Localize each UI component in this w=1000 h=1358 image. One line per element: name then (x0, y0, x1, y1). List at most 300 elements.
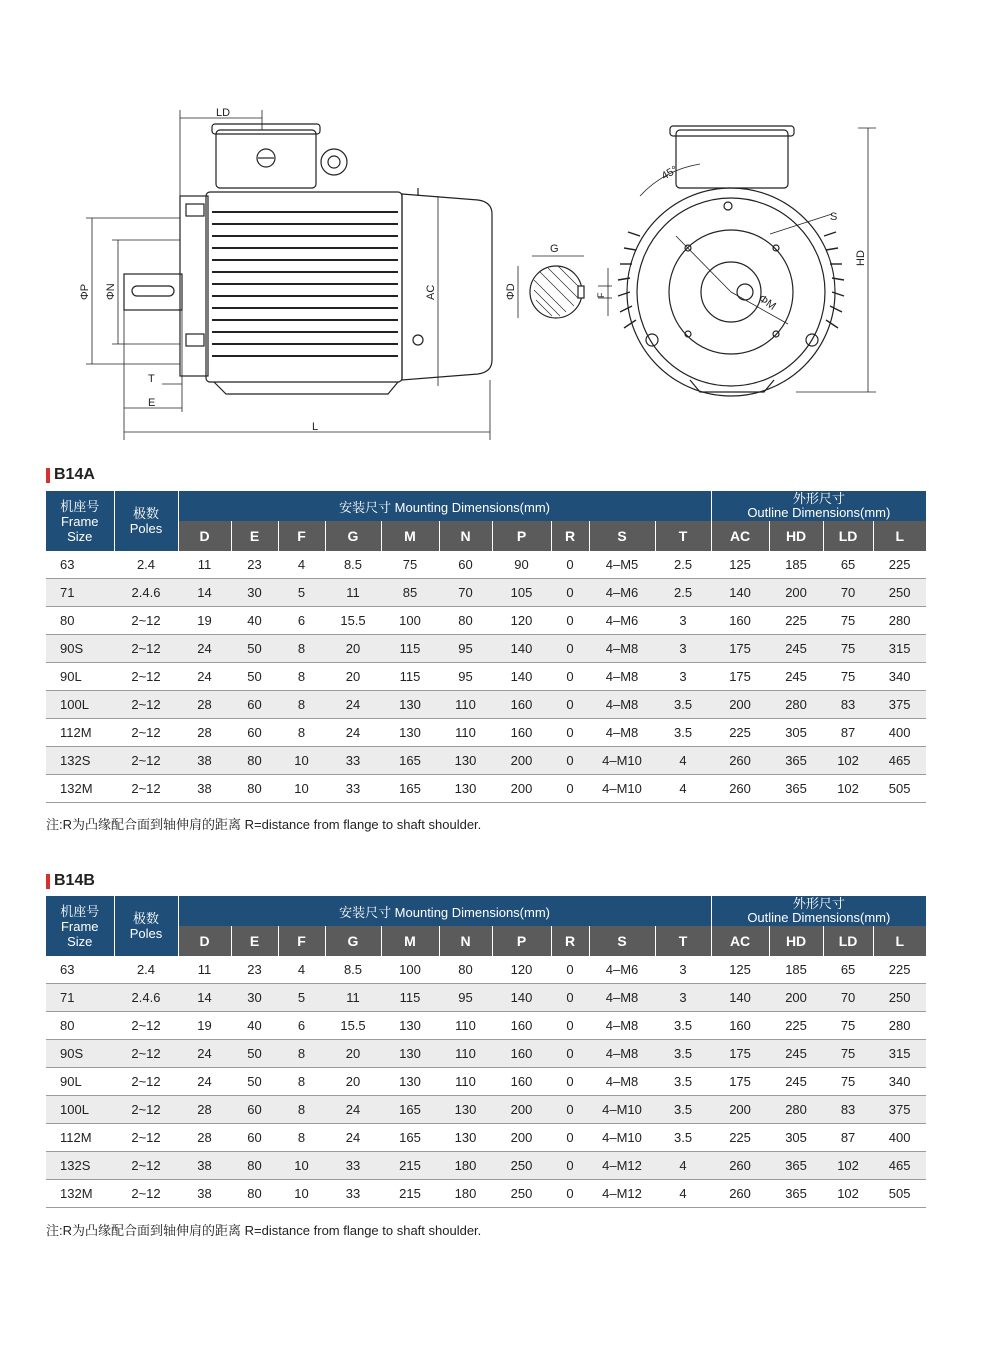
cell-n: 110 (439, 1040, 492, 1068)
cell-e: 50 (231, 663, 278, 691)
cell-hd: 225 (769, 607, 823, 635)
cell-l: 505 (873, 1180, 926, 1208)
table-row (46, 691, 926, 719)
cell-hd: 245 (769, 1068, 823, 1096)
cell-n: 80 (439, 956, 492, 984)
cell-e: 50 (231, 1068, 278, 1096)
end-view (618, 126, 876, 396)
dim-label-s: S (830, 211, 838, 223)
dim-label-hd: HD (855, 250, 867, 266)
dim-label-e: E (148, 397, 156, 409)
header-outline-en: Outline Dimensions(mm) (747, 505, 891, 520)
dim-label-l: L (312, 421, 319, 433)
cell-ac: 160 (711, 1012, 769, 1040)
cell-t: 3.5 (655, 719, 711, 747)
cell-e: 23 (231, 551, 278, 579)
cell-d: 11 (178, 956, 231, 984)
header-poles-en: Poles (129, 521, 163, 536)
cell-hd: 200 (769, 579, 823, 607)
cell-t: 3 (655, 956, 711, 984)
section-title-text: B14B (54, 872, 95, 889)
cell-l: 465 (873, 747, 926, 775)
cell-ac: 200 (711, 1096, 769, 1124)
col-s: S (589, 521, 655, 551)
cell-e: 40 (231, 1012, 278, 1040)
cell-poles: 2~12 (114, 607, 178, 635)
cell-r: 0 (551, 1180, 589, 1208)
cell-n: 130 (439, 1096, 492, 1124)
cell-n: 130 (439, 747, 492, 775)
dim-label-phi-n: ΦN (105, 283, 117, 300)
table-body (46, 956, 926, 1208)
col-t: T (655, 521, 711, 551)
cell-t: 4 (655, 775, 711, 803)
cell-hd: 245 (769, 663, 823, 691)
cell-r: 0 (551, 635, 589, 663)
cell-ac: 260 (711, 1180, 769, 1208)
col-ld: LD (823, 521, 873, 551)
cell-frame-size: 100L (46, 691, 114, 719)
cell-f: 10 (278, 775, 325, 803)
cell-e: 30 (231, 984, 278, 1012)
cell-m: 115 (381, 635, 439, 663)
cell-p: 105 (492, 579, 551, 607)
cell-d: 28 (178, 1096, 231, 1124)
cell-p: 160 (492, 719, 551, 747)
cell-p: 250 (492, 1180, 551, 1208)
cell-poles: 2~12 (114, 719, 178, 747)
dim-label-g: G (550, 243, 559, 255)
header-poles-cn: 极数 (132, 911, 159, 926)
cell-poles: 2.4.6 (114, 984, 178, 1012)
col-n: N (439, 926, 492, 956)
table-row (46, 1040, 926, 1068)
cell-n: 110 (439, 719, 492, 747)
cell-p: 140 (492, 984, 551, 1012)
cell-e: 50 (231, 1040, 278, 1068)
cell-g: 33 (325, 1180, 381, 1208)
cell-poles: 2.4 (114, 956, 178, 984)
cell-r: 0 (551, 1152, 589, 1180)
cell-s: 4–M6 (589, 579, 655, 607)
cell-g: 8.5 (325, 956, 381, 984)
cell-poles: 2~12 (114, 1096, 178, 1124)
header-mounting-dimensions: 安装尺寸 Mounting Dimensions(mm) (178, 896, 711, 926)
cell-l: 280 (873, 607, 926, 635)
title-accent-bar (46, 874, 50, 889)
cell-p: 200 (492, 775, 551, 803)
cell-l: 315 (873, 1040, 926, 1068)
dim-label-t: T (148, 373, 155, 385)
cell-d: 24 (178, 1040, 231, 1068)
cell-ac: 260 (711, 747, 769, 775)
cell-frame-size: 71 (46, 579, 114, 607)
cell-ac: 175 (711, 663, 769, 691)
dim-label-angle: 45° (659, 163, 680, 183)
cell-d: 28 (178, 1124, 231, 1152)
cell-ac: 260 (711, 1152, 769, 1180)
cell-m: 165 (381, 1124, 439, 1152)
cell-g: 24 (325, 691, 381, 719)
cell-p: 140 (492, 635, 551, 663)
cell-ac: 225 (711, 1124, 769, 1152)
cell-s: 4–M10 (589, 1096, 655, 1124)
cell-d: 19 (178, 1012, 231, 1040)
title-accent-bar (46, 468, 50, 483)
cell-ac: 200 (711, 691, 769, 719)
cell-t: 3.5 (655, 1096, 711, 1124)
cell-n: 130 (439, 775, 492, 803)
cell-hd: 245 (769, 635, 823, 663)
header-frame-en2: Size (67, 528, 93, 544)
header-poles (114, 491, 178, 551)
header-outline-dimensions (711, 491, 926, 521)
cell-t: 4 (655, 1152, 711, 1180)
cell-e: 80 (231, 747, 278, 775)
cell-d: 28 (178, 691, 231, 719)
cell-t: 3.5 (655, 1124, 711, 1152)
cell-t: 2.5 (655, 579, 711, 607)
cell-frame-size: 90L (46, 663, 114, 691)
cell-m: 165 (381, 775, 439, 803)
header-outline-cn: 外形尺寸 (792, 491, 845, 506)
cell-r: 0 (551, 1040, 589, 1068)
cell-r: 0 (551, 1096, 589, 1124)
cell-s: 4–M8 (589, 1040, 655, 1068)
cell-g: 24 (325, 719, 381, 747)
cell-m: 165 (381, 747, 439, 775)
cell-g: 33 (325, 747, 381, 775)
cell-m: 75 (381, 551, 439, 579)
cell-n: 80 (439, 607, 492, 635)
dim-label-f: F (596, 292, 606, 298)
table-row (46, 1180, 926, 1208)
table-row (46, 607, 926, 635)
cell-n: 60 (439, 551, 492, 579)
cell-ld: 102 (823, 1180, 873, 1208)
cell-ac: 140 (711, 984, 769, 1012)
cell-frame-size: 90S (46, 635, 114, 663)
cell-poles: 2~12 (114, 747, 178, 775)
header-outline-en: Outline Dimensions(mm) (747, 910, 891, 925)
cell-r: 0 (551, 956, 589, 984)
cell-ac: 225 (711, 719, 769, 747)
cell-ld: 75 (823, 607, 873, 635)
cell-ac: 125 (711, 956, 769, 984)
cell-poles: 2~12 (114, 1040, 178, 1068)
cell-ld: 83 (823, 691, 873, 719)
cell-t: 3 (655, 607, 711, 635)
section-title-b14b (46, 872, 95, 890)
table-row (46, 1152, 926, 1180)
cell-n: 110 (439, 1012, 492, 1040)
cell-frame-size: 112M (46, 719, 114, 747)
dimension-table-b14b (46, 896, 926, 1208)
cell-g: 11 (325, 984, 381, 1012)
cell-d: 38 (178, 747, 231, 775)
cell-g: 33 (325, 1152, 381, 1180)
cell-g: 15.5 (325, 607, 381, 635)
cell-s: 4–M8 (589, 719, 655, 747)
cell-r: 0 (551, 984, 589, 1012)
cell-ld: 87 (823, 719, 873, 747)
col-d: D (178, 521, 231, 551)
cell-hd: 185 (769, 551, 823, 579)
section-title-text: B14A (54, 466, 95, 483)
cell-p: 160 (492, 691, 551, 719)
cell-e: 60 (231, 691, 278, 719)
col-g: G (325, 521, 381, 551)
cell-m: 100 (381, 956, 439, 984)
cell-l: 400 (873, 719, 926, 747)
cell-frame-size: 132S (46, 1152, 114, 1180)
cell-d: 24 (178, 663, 231, 691)
cell-e: 30 (231, 579, 278, 607)
cell-l: 375 (873, 691, 926, 719)
cell-g: 20 (325, 1068, 381, 1096)
cell-f: 4 (278, 551, 325, 579)
cell-hd: 185 (769, 956, 823, 984)
cell-s: 4–M10 (589, 747, 655, 775)
cell-f: 8 (278, 1124, 325, 1152)
cell-ld: 83 (823, 1096, 873, 1124)
header-frame-en1: Frame (60, 513, 99, 529)
cell-r: 0 (551, 1012, 589, 1040)
cell-hd: 225 (769, 1012, 823, 1040)
cell-f: 8 (278, 663, 325, 691)
cell-f: 10 (278, 1152, 325, 1180)
cell-t: 2.5 (655, 551, 711, 579)
cell-poles: 2~12 (114, 635, 178, 663)
cell-hd: 365 (769, 775, 823, 803)
table-row (46, 663, 926, 691)
cell-p: 140 (492, 663, 551, 691)
cell-r: 0 (551, 747, 589, 775)
cell-n: 110 (439, 1068, 492, 1096)
table-note-b14b: 注:R为凸缘配合面到轴伸肩的距离 R=distance from flange to shaft shoulder. (46, 1223, 482, 1238)
cell-l: 225 (873, 551, 926, 579)
cell-d: 14 (178, 984, 231, 1012)
cell-p: 200 (492, 747, 551, 775)
cell-n: 130 (439, 1124, 492, 1152)
cell-e: 80 (231, 775, 278, 803)
cell-g: 20 (325, 1040, 381, 1068)
cell-s: 4–M8 (589, 1012, 655, 1040)
col-n: N (439, 521, 492, 551)
cell-frame-size: 132M (46, 1180, 114, 1208)
cell-l: 340 (873, 663, 926, 691)
cell-r: 0 (551, 691, 589, 719)
header-frame-en2: Size (67, 933, 93, 949)
cell-m: 130 (381, 1012, 439, 1040)
cell-r: 0 (551, 775, 589, 803)
cell-ld: 75 (823, 635, 873, 663)
cell-ac: 160 (711, 607, 769, 635)
cell-m: 100 (381, 607, 439, 635)
cell-g: 15.5 (325, 1012, 381, 1040)
cell-ac: 260 (711, 775, 769, 803)
cell-t: 4 (655, 1180, 711, 1208)
cell-l: 280 (873, 1012, 926, 1040)
cell-hd: 280 (769, 691, 823, 719)
cell-n: 95 (439, 984, 492, 1012)
cell-p: 200 (492, 1124, 551, 1152)
cell-d: 24 (178, 1068, 231, 1096)
cell-f: 4 (278, 956, 325, 984)
cell-frame-size: 63 (46, 956, 114, 984)
cell-e: 50 (231, 635, 278, 663)
cell-t: 3 (655, 635, 711, 663)
cell-r: 0 (551, 1068, 589, 1096)
col-e: E (231, 521, 278, 551)
cell-s: 4–M8 (589, 691, 655, 719)
cell-poles: 2~12 (114, 1012, 178, 1040)
table-row (46, 984, 926, 1012)
table-row (46, 747, 926, 775)
col-ac: AC (711, 521, 769, 551)
cell-f: 10 (278, 1180, 325, 1208)
col-p: P (492, 521, 551, 551)
motor-dimension-drawing (0, 0, 1000, 450)
cell-d: 28 (178, 719, 231, 747)
cell-n: 180 (439, 1180, 492, 1208)
cell-ld: 75 (823, 1012, 873, 1040)
cell-f: 8 (278, 1068, 325, 1096)
shaft-section-view (505, 243, 612, 318)
cell-r: 0 (551, 663, 589, 691)
table-row (46, 719, 926, 747)
cell-l: 250 (873, 579, 926, 607)
cell-frame-size: 80 (46, 607, 114, 635)
cell-f: 6 (278, 607, 325, 635)
cell-g: 33 (325, 775, 381, 803)
cell-d: 38 (178, 1152, 231, 1180)
cell-ld: 65 (823, 551, 873, 579)
dim-label-phi-m: ΦM (756, 292, 778, 313)
col-s: S (589, 926, 655, 956)
cell-d: 19 (178, 607, 231, 635)
cell-ld: 65 (823, 956, 873, 984)
cell-r: 0 (551, 551, 589, 579)
table-row (46, 1068, 926, 1096)
cell-ld: 102 (823, 1152, 873, 1180)
cell-ac: 175 (711, 635, 769, 663)
cell-d: 11 (178, 551, 231, 579)
cell-hd: 305 (769, 719, 823, 747)
cell-t: 3.5 (655, 1068, 711, 1096)
col-m: M (381, 521, 439, 551)
cell-frame-size: 71 (46, 984, 114, 1012)
col-f: F (278, 521, 325, 551)
cell-hd: 365 (769, 1152, 823, 1180)
cell-ld: 70 (823, 579, 873, 607)
cell-poles: 2~12 (114, 691, 178, 719)
side-view (79, 107, 492, 440)
header-poles-en: Poles (129, 926, 163, 941)
cell-t: 3.5 (655, 1012, 711, 1040)
header-frame-cn: 机座号 (60, 903, 100, 919)
dim-label-ac: AC (425, 284, 437, 300)
cell-ac: 175 (711, 1068, 769, 1096)
cell-poles: 2.4.6 (114, 579, 178, 607)
cell-f: 10 (278, 747, 325, 775)
cell-e: 60 (231, 1124, 278, 1152)
cell-poles: 2~12 (114, 1068, 178, 1096)
sub-header-row (46, 521, 926, 551)
cell-m: 130 (381, 691, 439, 719)
col-ac: AC (711, 926, 769, 956)
cell-g: 20 (325, 635, 381, 663)
cell-p: 120 (492, 607, 551, 635)
cell-ld: 102 (823, 747, 873, 775)
header-frame-size (46, 491, 114, 551)
cell-frame-size: 90L (46, 1068, 114, 1096)
cell-poles: 2~12 (114, 1180, 178, 1208)
col-p: P (492, 926, 551, 956)
cell-p: 160 (492, 1012, 551, 1040)
cell-r: 0 (551, 719, 589, 747)
cell-m: 215 (381, 1152, 439, 1180)
cell-ld: 75 (823, 1068, 873, 1096)
cell-frame-size: 132M (46, 775, 114, 803)
cell-poles: 2~12 (114, 663, 178, 691)
cell-hd: 200 (769, 984, 823, 1012)
cell-g: 24 (325, 1124, 381, 1152)
col-hd: HD (769, 926, 823, 956)
cell-e: 80 (231, 1180, 278, 1208)
table-row (46, 1012, 926, 1040)
cell-p: 200 (492, 1096, 551, 1124)
header-mounting-dimensions: 安装尺寸 Mounting Dimensions(mm) (178, 491, 711, 521)
cell-poles: 2~12 (114, 1124, 178, 1152)
dimension-table-b14a (46, 491, 926, 803)
cell-r: 0 (551, 1124, 589, 1152)
cell-f: 8 (278, 1040, 325, 1068)
cell-r: 0 (551, 579, 589, 607)
col-t: T (655, 926, 711, 956)
cell-l: 250 (873, 984, 926, 1012)
col-hd: HD (769, 521, 823, 551)
cell-d: 14 (178, 579, 231, 607)
cell-s: 4–M10 (589, 775, 655, 803)
cell-m: 115 (381, 663, 439, 691)
cell-s: 4–M6 (589, 607, 655, 635)
cell-ld: 70 (823, 984, 873, 1012)
cell-ac: 140 (711, 579, 769, 607)
cell-m: 165 (381, 1096, 439, 1124)
cell-frame-size: 90S (46, 1040, 114, 1068)
cell-s: 4–M8 (589, 1068, 655, 1096)
header-outline-cn: 外形尺寸 (792, 896, 845, 911)
table-row (46, 775, 926, 803)
cell-p: 120 (492, 956, 551, 984)
cell-g: 24 (325, 1096, 381, 1124)
cell-p: 250 (492, 1152, 551, 1180)
cell-ld: 87 (823, 1124, 873, 1152)
cell-l: 315 (873, 635, 926, 663)
cell-t: 3.5 (655, 691, 711, 719)
col-e: E (231, 926, 278, 956)
cell-frame-size: 112M (46, 1124, 114, 1152)
cell-p: 160 (492, 1040, 551, 1068)
table-row (46, 956, 926, 984)
col-l: L (873, 521, 926, 551)
cell-hd: 245 (769, 1040, 823, 1068)
cell-r: 0 (551, 607, 589, 635)
cell-hd: 365 (769, 1180, 823, 1208)
cell-n: 95 (439, 663, 492, 691)
cell-l: 375 (873, 1096, 926, 1124)
